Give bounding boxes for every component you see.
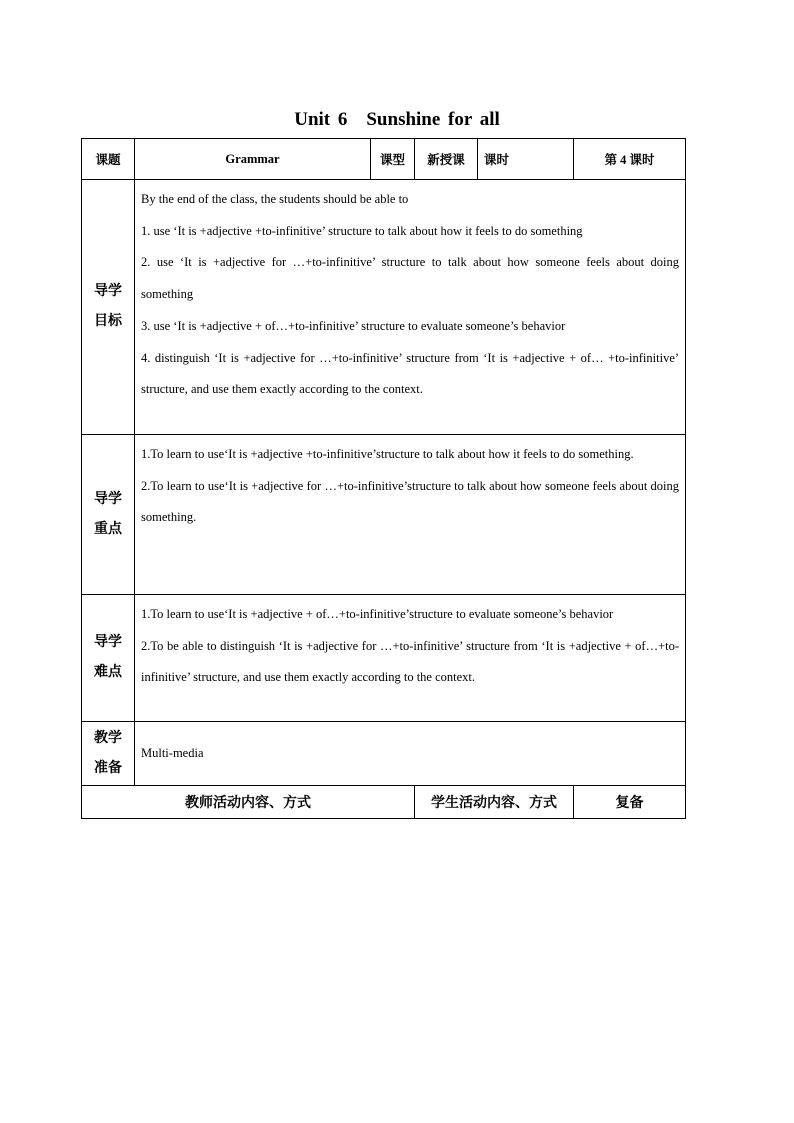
activity-header-row [82, 786, 686, 819]
subject-label: 课题 [82, 139, 135, 180]
objective-item-2: 2. use ‘It is +adjective for …+to-infinitive’ structure to talk about how someone feels about doing something [141, 255, 680, 302]
key-points-row [82, 435, 686, 595]
subject-value: Grammar [135, 139, 371, 180]
objectives-content [135, 180, 686, 435]
difficulties-label [82, 595, 135, 722]
type-label: 课型 [371, 139, 415, 180]
objective-item-1: 1. use ‘It is +adjective +to-infinitive’ structure to talk about how it feels to do something [141, 223, 583, 238]
header-row [82, 139, 686, 180]
teacher-activity-header: 教师活动内容、方式 [82, 786, 415, 819]
key-point-item-1: 1.To learn to use‘It is +adjective +to-infinitive’structure to talk about how it feels to do something. [141, 447, 634, 461]
review-header: 复备 [574, 786, 686, 819]
preparation-label [82, 722, 135, 786]
key-point-item-2: 2.To learn to use‘It is +adjective for …+to-infinitive’structure to talk about how someone feels about doing something. [141, 478, 680, 525]
objectives-label [82, 180, 135, 435]
difficulty-item-1: 1.To learn to use‘It is +adjective + of…+to-infinitive’structure to evaluate someone’s behavior [141, 607, 614, 621]
difficulties-content [135, 595, 686, 722]
difficulties-label-line1: 导学 [94, 635, 122, 650]
key-points-label-line1: 导学 [94, 491, 122, 507]
period-value: 第 4 课时 [574, 139, 686, 180]
objective-intro: By the end of the class, the students should be able to [141, 192, 409, 206]
key-points-label [82, 435, 135, 595]
objective-item-3: 3. use ‘It is +adjective + of…+to-infinitive’ structure to evaluate someone’s behavior [141, 318, 566, 333]
difficulty-item-2: 2.To be able to distinguish ‘It is +adjective for …+to-infinitive’ structure from ‘It is +adjective + of…+to-infinitive’ structure, and use them exactly according to the context. [141, 638, 680, 685]
objective-item-4: 4. distinguish ‘It is +adjective for …+to-infinitive’ structure from ‘It is +adjective + of… +to-infinitive’ structure, and use them exactly according to the context. [141, 350, 680, 397]
preparation-row [82, 722, 686, 786]
lesson-plan-table [81, 138, 686, 819]
objectives-label-line2: 目标 [94, 314, 122, 329]
preparation-label-line2: 准备 [94, 760, 122, 776]
type-value: 新授课 [415, 139, 478, 180]
preparation-value: Multi-media [135, 722, 686, 786]
page-title: Unit 6 Sunshine for all [294, 109, 500, 130]
objectives-row [82, 180, 686, 435]
difficulties-row [82, 595, 686, 722]
key-points-content [135, 435, 686, 595]
preparation-label-line1: 教学 [94, 730, 122, 746]
period-label: 课时 [478, 139, 574, 180]
key-points-label-line2: 重点 [94, 521, 122, 537]
difficulties-label-line2: 难点 [94, 665, 122, 680]
student-activity-header: 学生活动内容、方式 [415, 786, 574, 819]
objectives-label-line1: 导学 [94, 284, 122, 299]
